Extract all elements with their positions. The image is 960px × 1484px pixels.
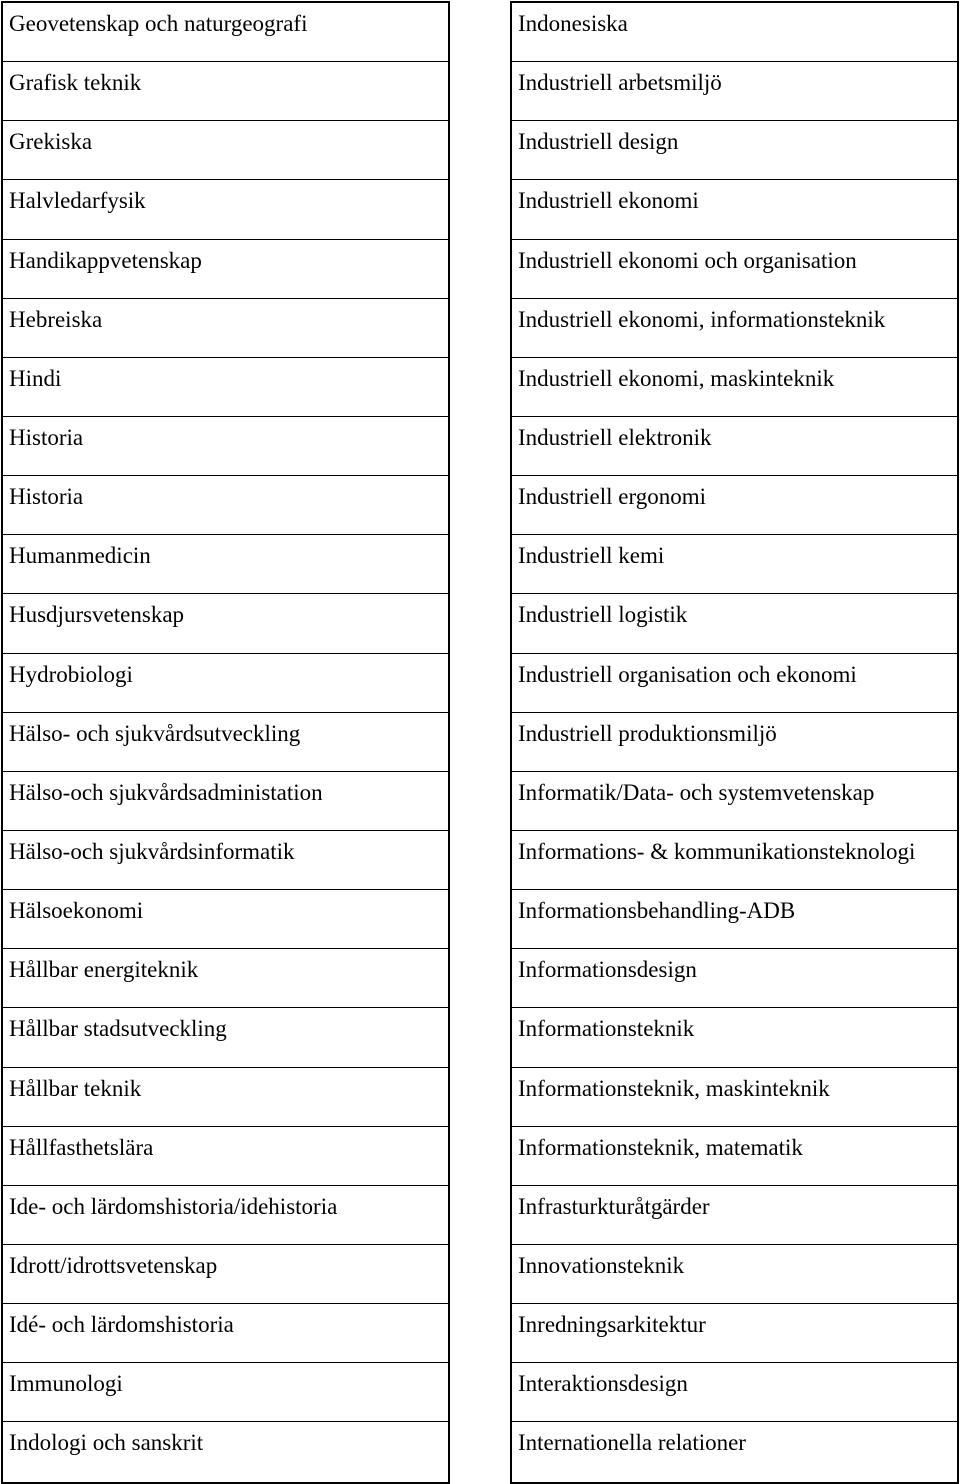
subject-cell: Informatik/Data- och systemvetenskap (512, 772, 957, 831)
subject-cell: Historia (3, 417, 448, 476)
subject-cell: Hebreiska (3, 299, 448, 358)
subject-cell: Internationella relationer (518, 1430, 746, 1456)
subject-cell: Husdjursvetenskap (3, 594, 448, 653)
subject-cell: Hållbar energiteknik (3, 949, 448, 1008)
subject-cell: Hållfasthetslära (3, 1127, 448, 1186)
subject-cell: Industriell kemi (512, 535, 957, 594)
subject-cell: Hälso-och sjukvårdsinformatik (3, 831, 448, 890)
subject-cell: Industriell ekonomi och organisation (512, 240, 957, 299)
subject-cell: Hälso- och sjukvårdsutveckling (3, 713, 448, 772)
subject-cell: Industriell ergonomi (512, 476, 957, 535)
subject-cell: Humanmedicin (3, 535, 448, 594)
subject-cell: Idrott/idrottsvetenskap (3, 1245, 448, 1304)
subject-cell: Industriell logistik (512, 594, 957, 653)
subject-cell: Infrasturkturåtgärder (512, 1186, 957, 1245)
subject-cell: Industriell design (512, 121, 957, 180)
subject-cell: Interaktionsdesign (512, 1363, 957, 1422)
subject-cell: Indonesiska (512, 3, 957, 62)
subject-cell: Grafisk teknik (3, 62, 448, 121)
subject-column-left (1, 1, 450, 1484)
subject-cell: Hälsoekonomi (3, 890, 448, 949)
subject-cell: Industriell arbetsmiljö (512, 62, 957, 121)
subject-cell: Idé- och lärdomshistoria (3, 1304, 448, 1363)
subject-cell: Innovationsteknik (512, 1245, 957, 1304)
subject-cell: Immunologi (3, 1363, 448, 1422)
subject-cell: Industriell ekonomi, informationsteknik (512, 299, 957, 358)
subject-cell: Industriell produktionsmiljö (512, 713, 957, 772)
subject-cell: Industriell organisation och ekonomi (512, 654, 957, 713)
subject-cell: Hindi (3, 358, 448, 417)
subject-cell: Hållbar stadsutveckling (3, 1008, 448, 1067)
subject-cell: Industriell ekonomi (512, 180, 957, 239)
subject-cell: Historia (3, 476, 448, 535)
subject-cell: Grekiska (3, 121, 448, 180)
subject-cell: Informationsteknik (512, 1008, 957, 1067)
subject-cell: Industriell ekonomi, maskinteknik (512, 358, 957, 417)
subject-cell: Informationsdesign (512, 949, 957, 1008)
subject-cell: Hydrobiologi (3, 654, 448, 713)
subject-cell: Geovetenskap och naturgeografi (3, 3, 448, 62)
subject-cell: Indologi och sanskrit (9, 1430, 204, 1456)
subject-cell: Industriell elektronik (512, 417, 957, 476)
subject-cell: Informations- & kommunikationsteknologi (512, 831, 957, 890)
subject-cell: Ide- och lärdomshistoria/idehistoria (3, 1186, 448, 1245)
subject-cell: Inredningsarkitektur (512, 1304, 957, 1363)
subject-cell: Hållbar teknik (3, 1068, 448, 1127)
subject-cell: Informationsbehandling-ADB (512, 890, 957, 949)
subject-cell: Informationsteknik, matematik (512, 1127, 957, 1186)
subject-cell: Hälso-och sjukvårdsadministation (3, 772, 448, 831)
subject-cell: Informationsteknik, maskinteknik (512, 1068, 957, 1127)
subject-cell: Handikappvetenskap (3, 240, 448, 299)
subject-column-right (510, 1, 959, 1484)
subject-cell: Halvledarfysik (3, 180, 448, 239)
